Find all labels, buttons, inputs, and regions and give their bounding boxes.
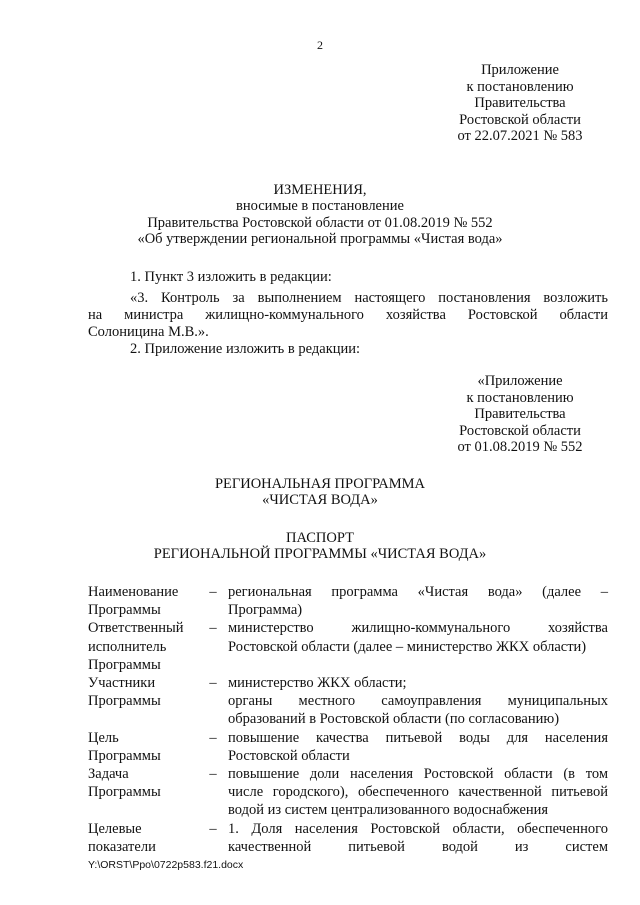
row-dash: – — [209, 675, 217, 692]
row-value-line: органы местного самоуправления муниципальных — [228, 693, 608, 710]
appendix-header-line: от 22.07.2021 № 583 — [457, 128, 583, 145]
row-value-line: региональная программа «Чистая вода» (далее – — [228, 584, 608, 600]
row-label-line: Программы — [88, 602, 161, 619]
quoted-appendix-line: к постановлению — [466, 389, 574, 406]
item-2-heading — [88, 341, 608, 358]
row-value — [228, 729, 608, 765]
changes-title-line: ИЗМЕНЕНИЯ, — [273, 182, 367, 198]
quoted-appendix-line: от 01.08.2019 № 552 — [457, 439, 583, 456]
row-value-line: министерство ЖКХ области; — [228, 675, 407, 692]
row-label-line: Задача — [88, 766, 129, 783]
row-label-line: Программы — [88, 784, 161, 801]
appendix-header-line: Правительства — [474, 95, 566, 112]
changes-title-line: «Об утверждении региональной программы «Чистая вода» — [137, 231, 503, 248]
item-1-heading — [88, 269, 608, 286]
passport-row-name — [88, 583, 608, 619]
changes-title — [0, 182, 640, 248]
row-label-line: Ответственный — [88, 620, 184, 637]
program-title — [0, 476, 640, 509]
row-label — [88, 729, 198, 765]
appendix-header-line: Приложение — [481, 62, 559, 78]
row-value-line: образований в Ростовской области (по согласованию) — [228, 711, 560, 728]
row-label-line: Программы — [88, 747, 161, 764]
row-label — [88, 820, 198, 856]
row-value — [228, 674, 608, 729]
item-1-quote-line: на министра жилищно-коммунального хозяйства Ростовской области — [88, 307, 608, 323]
row-label — [88, 765, 198, 820]
quoted-appendix-line: Правительства — [474, 406, 566, 423]
passport-row-indicators — [88, 820, 608, 856]
row-value — [228, 820, 608, 856]
row-dash: – — [209, 729, 217, 746]
appendix-header-line: к постановлению — [466, 78, 574, 95]
row-value-line: Ростовской области (далее – министерство ЖКХ области) — [228, 638, 587, 655]
row-label — [88, 674, 198, 729]
passport-row-goal — [88, 729, 608, 765]
item-1-quote-line: Солоницина М.В.». — [88, 324, 209, 340]
row-label-line: Программы — [88, 656, 161, 673]
passport-title-line: ПАСПОРТ — [286, 530, 354, 546]
row-value — [228, 583, 608, 619]
passport-title — [0, 530, 640, 563]
row-label-line: Программы — [88, 693, 161, 710]
item-1-quote-line: «3. Контроль за выполнением настоящего постановления возложить — [130, 290, 608, 306]
row-label-line: Наименование — [88, 584, 179, 600]
row-label-line: Цель — [88, 729, 119, 746]
changes-title-line: вносимые в постановление — [236, 198, 404, 215]
row-value-line: повышение качества питьевой воды для населения — [228, 729, 608, 746]
row-label — [88, 583, 198, 619]
item-2-heading-text: 2. Приложение изложить в редакции: — [130, 341, 361, 357]
row-value-line: водой из систем централизованного водоснабжения — [228, 802, 549, 819]
row-label-line: исполнитель — [88, 638, 167, 655]
passport-title-line: РЕГИОНАЛЬНОЙ ПРОГРАММЫ «ЧИСТАЯ ВОДА» — [153, 546, 487, 563]
row-value-line: повышение доли населения Ростовской области (в том — [228, 766, 608, 783]
row-value-line: Ростовской области — [228, 747, 350, 764]
row-label — [88, 619, 198, 674]
row-value-line: числе городского), обеспеченного качественной питьевой — [228, 784, 608, 801]
row-value-line: качественной питьевой водой из систем — [228, 838, 608, 855]
program-title-line: «ЧИСТАЯ ВОДА» — [262, 492, 378, 509]
row-dash: – — [209, 766, 217, 783]
row-dash: – — [209, 584, 217, 600]
changes-title-line: Правительства Ростовской области от 01.08.2019 № 552 — [147, 214, 493, 231]
item-1-heading-text: 1. Пункт 3 изложить в редакции: — [130, 269, 332, 285]
row-dash: – — [209, 820, 217, 837]
row-value-line: 1. Доля населения Ростовской области, обеспеченного — [228, 820, 608, 837]
row-value-line: министерство жилищно-коммунального хозяйства — [228, 620, 608, 637]
row-value — [228, 619, 608, 674]
quoted-appendix-line: «Приложение — [477, 373, 563, 389]
passport-row-participants — [88, 674, 608, 729]
appendix-header-line: Ростовской области — [459, 111, 581, 128]
program-title-line: РЕГИОНАЛЬНАЯ ПРОГРАММА — [214, 476, 426, 492]
passport-row-task — [88, 765, 608, 820]
row-label-line: показатели — [88, 838, 156, 855]
row-dash: – — [209, 620, 217, 637]
passport-row-executor — [88, 619, 608, 674]
page-number: 2 — [317, 38, 323, 52]
row-value — [228, 765, 608, 820]
passport-table — [88, 583, 608, 856]
row-label-line: Целевые — [88, 820, 142, 837]
quoted-appendix-header — [445, 373, 595, 456]
item-1-quote — [88, 290, 608, 341]
row-value-line: Программа) — [228, 602, 303, 619]
appendix-header — [445, 62, 595, 145]
row-label-line: Участники — [88, 675, 156, 692]
quoted-appendix-line: Ростовской области — [459, 422, 581, 439]
file-path-footer: Y:\ORST\Ppo\0722p583.f21.docx — [88, 859, 244, 871]
